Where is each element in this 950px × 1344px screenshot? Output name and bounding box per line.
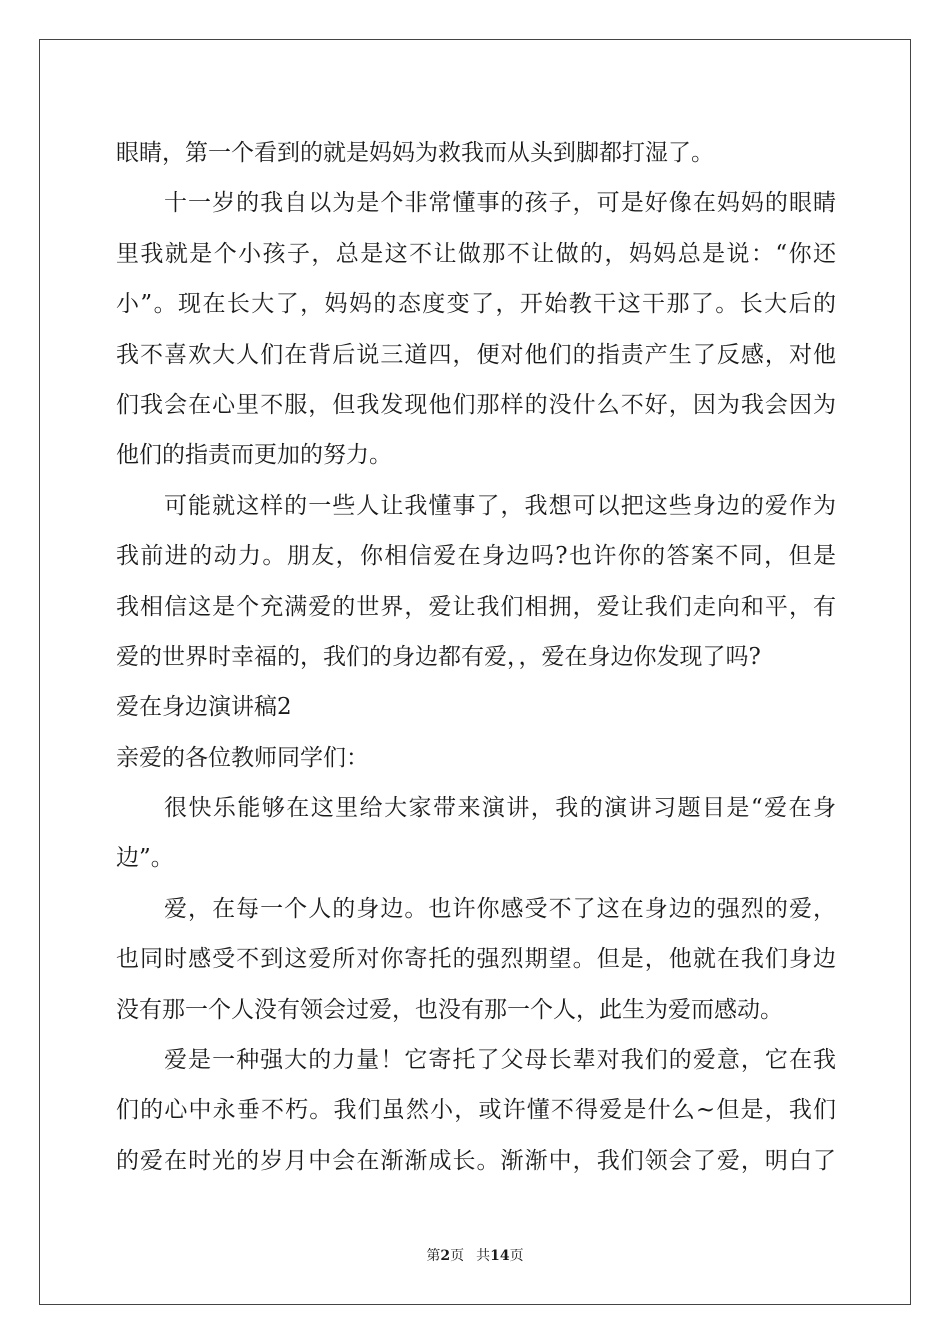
text-line: 亲爱的各位教师同学们： bbox=[116, 744, 369, 771]
page-footer bbox=[0, 1246, 950, 1266]
current-page-number: 2 bbox=[440, 1248, 451, 1264]
text-line: 的爱在时光的岁月中会在渐渐成长。渐渐中，我们领会了爱，明白了 bbox=[116, 1147, 836, 1174]
total-pages-suffix: 页 bbox=[509, 1248, 524, 1264]
text-line: 眼睛，第一个看到的就是妈妈为救我而从头到脚都打湿了。 bbox=[116, 140, 714, 166]
page-number-suffix: 页 bbox=[450, 1248, 465, 1264]
text-line: 也同时感受不到这爱所对你寄托的强烈期望。但是，他就在我们身边 bbox=[116, 946, 836, 973]
text-line: 爱的世界时幸福的，我们的身边都有爱，，爱在身边你发现了吗? bbox=[116, 643, 761, 670]
text-line: 小”。现在长大了，妈妈的态度变了，开始教干这干那了。长大后的 bbox=[116, 291, 836, 318]
text-line: 十一岁的我自以为是个非常懂事的孩子，可是好像在妈妈的眼睛 bbox=[164, 190, 836, 217]
text-line: 爱是一种强大的力量！它寄托了父母长辈对我们的爱意，它在我 bbox=[164, 1047, 836, 1074]
text-line: 我不喜欢大人们在背后说三道四，便对他们的指责产生了反感，对他 bbox=[116, 341, 836, 368]
total-pages-prefix: 共 bbox=[476, 1248, 491, 1264]
text-line: 爱在身边演讲稿2 bbox=[116, 694, 292, 721]
page-number-prefix: 第 bbox=[426, 1248, 441, 1264]
text-line: 我前进的动力。朋友，你相信爱在身边吗?也许你的答案不同，但是 bbox=[116, 543, 836, 570]
text-line: 里我就是个小孩子，总是这不让做那不让做的，妈妈总是说：“你还 bbox=[116, 240, 836, 267]
text-line: 没有那一个人没有领会过爱，也没有那一个人，此生为爱而感动。 bbox=[116, 996, 783, 1023]
text-line: 爱，在每一个人的身边。也许你感受不了这在身边的强烈的爱， bbox=[164, 895, 836, 922]
text-line: 们的心中永垂不朽。我们虽然小，或许懂不得爱是什么~但是，我们 bbox=[116, 1097, 836, 1124]
text-line: 们我会在心里不服，但我发现他们那样的没什么不好，因为我会因为 bbox=[116, 391, 836, 418]
document-body bbox=[116, 128, 836, 1186]
text-line: 很快乐能够在这里给大家带来演讲，我的演讲习题目是“爱在身 bbox=[164, 795, 836, 822]
text-line: 可能就这样的一些人让我懂事了，我想可以把这些身边的爱作为 bbox=[164, 492, 836, 519]
text-line: 边”。 bbox=[116, 845, 174, 872]
text-line: 我相信这是个充满爱的世界，爱让我们相拥，爱让我们走向和平，有 bbox=[116, 593, 836, 620]
text-line: 他们的指责而更加的努力。 bbox=[116, 442, 392, 469]
total-page-count: 14 bbox=[490, 1248, 510, 1264]
